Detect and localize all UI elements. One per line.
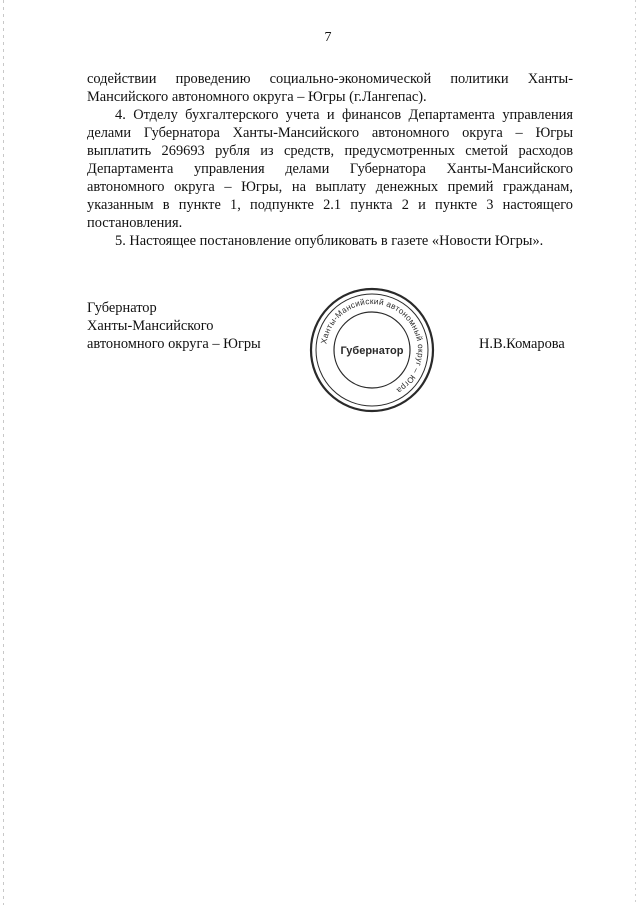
official-seal-stamp	[307, 285, 437, 415]
paragraph-item-5: 5. Настоящее постановление опубликовать в газете «Новости Югры».	[115, 233, 544, 249]
seal-center-text: Губернатор	[340, 345, 404, 357]
seal-ring-text: Ханты-Мансийский автономный округ – Югра	[319, 296, 426, 396]
signatory-title-line-2: Ханты-Мансийского	[87, 318, 214, 334]
signatory-title-line-3: автономного округа – Югры	[87, 336, 261, 352]
scan-edge-left	[3, 0, 4, 905]
page-number: 7	[324, 30, 332, 45]
document-body	[87, 70, 573, 250]
scan-edge-right	[635, 0, 636, 905]
signatory-title	[87, 299, 261, 353]
signatory-title-line-1: Губернатор	[87, 300, 157, 316]
paragraph-continuation: содействии проведению социально-экономической политики Ханты-Мансийского автономного округа – Югры (г.Лангепас).	[87, 71, 573, 105]
paragraph-item-4: 4. Отделу бухгалтерского учета и финансов Департамента управления делами Губернатора Ханты-Мансийского автономного округа – Югры выплатить 269693 рубля из средств, предусмотренных сметой расходов Департамента управления делами Губернатора Ханты-Мансийского автономного округа – Югры, на выплату денежных премий гражданам, указанным в пункте 1, подпункте 2.1 пункта 2 и пункте 3 настоящего постановления.	[87, 107, 573, 231]
signatory-name: Н.В.Комарова	[479, 336, 565, 352]
